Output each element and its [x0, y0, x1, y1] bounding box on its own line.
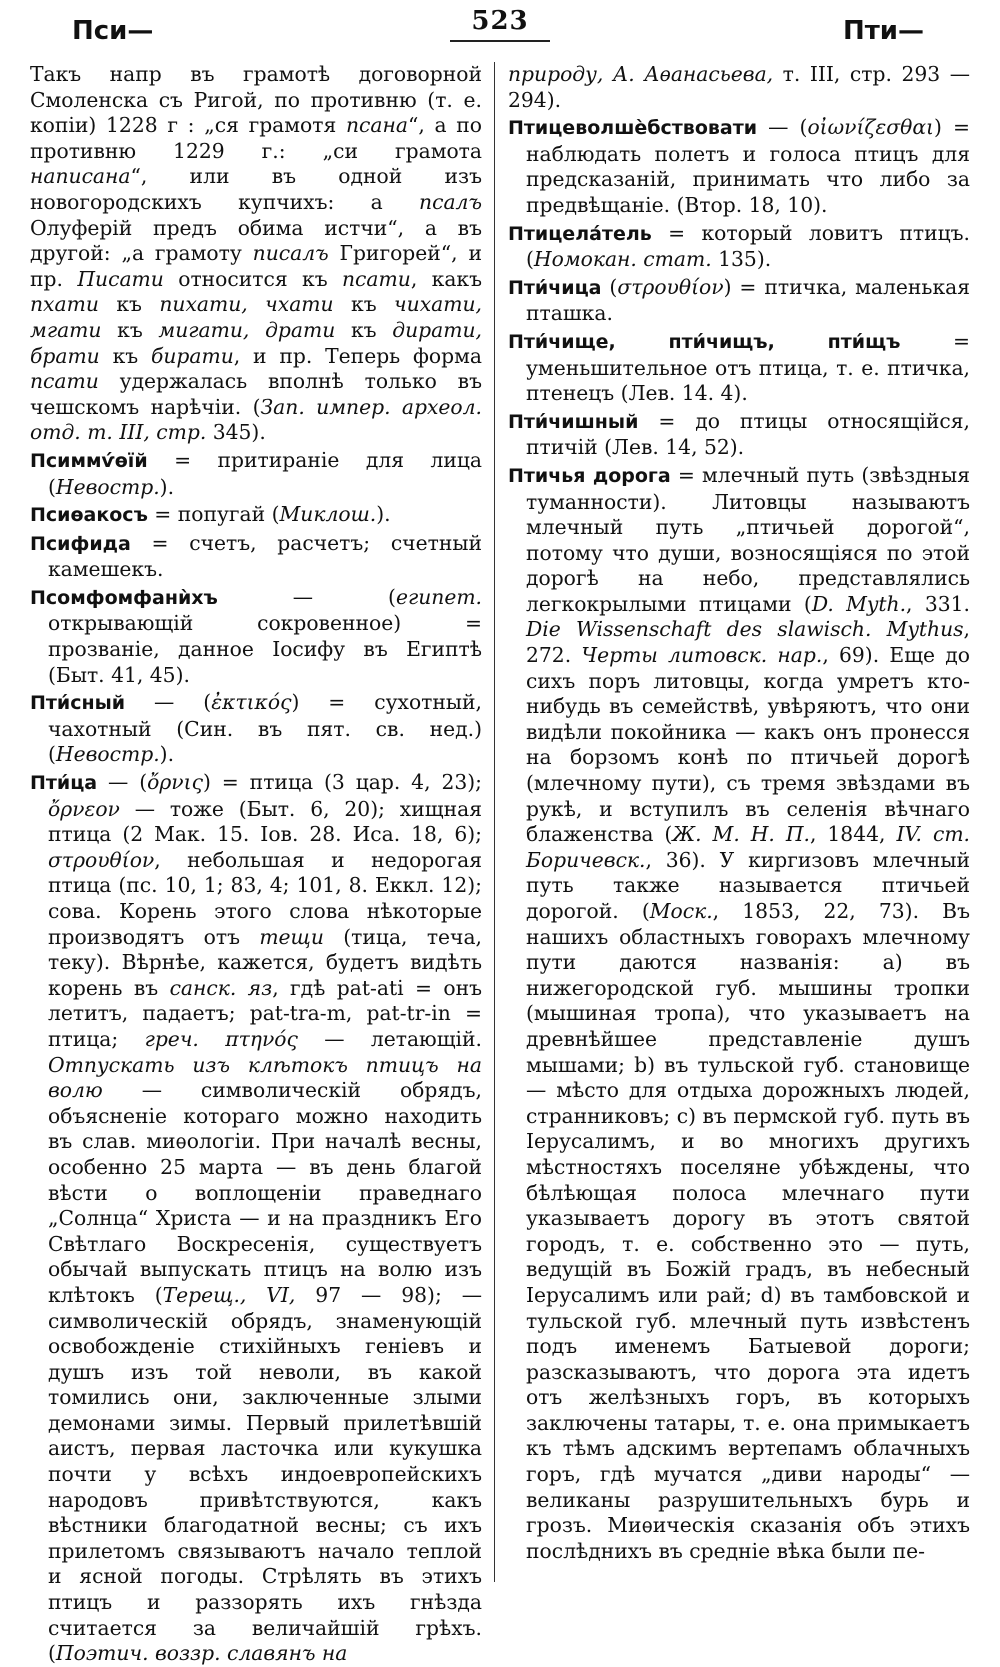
headword: Псиммѵ́ѳїй: [30, 449, 148, 472]
italic-text: санск. яз: [169, 975, 273, 1000]
greek-term: στρουθίον: [617, 274, 724, 299]
headword: Птицеволшѐбствовати: [508, 117, 758, 140]
italic-text: Невостр.: [55, 742, 160, 767]
body-text: 97 — 98); — символическій обрядъ, знаменующій освобожденіе стихійныхъ геніевъ и душъ изъ той неволи, въ какой томились они, заключенные злыми демонами зимы. Первый прилетѣвшій аистъ, первая ласточка или кукушка почти у всѣхъ индоевропейскихъ народовъ привѣтствуются, какъ вѣстники благодатной весны; съ ихъ прилетомъ связываютъ начало теплой и ясной погоды. Стрѣлять въ этихъ птицъ и раззорять ихъ гнѣзда считается за величайшій грѣхъ. (: [48, 1282, 482, 1666]
italic-text: египет.: [395, 584, 482, 609]
body-text: , небольшая и недорогая птица (пс. 10, 1; 83, 4; 101, 8. Еккл. 12); сова. Корень этого слова нѣкоторые производятъ отъ: [48, 847, 482, 949]
italic-text: Поэтич. воззр. славянъ на: [55, 1641, 348, 1666]
body-text: — (: [757, 115, 808, 140]
continued-text: [508, 62, 970, 113]
italic-text: греч.: [144, 1026, 199, 1051]
dictionary-entry: [508, 115, 970, 218]
italic-text: Моск.: [649, 899, 713, 923]
dictionary-entry: [508, 463, 970, 1565]
dictionary-entry: [508, 275, 970, 327]
dictionary-entry: [508, 329, 970, 407]
body-text: Григорей“, и пр.: [30, 241, 482, 291]
greek-term: ἐκτικός: [211, 690, 292, 715]
body-text: — (: [217, 584, 396, 609]
italic-text: псалъ: [419, 189, 482, 214]
italic-text: Невостр.: [55, 474, 160, 499]
headword: Псомфомфанѝхъ: [30, 586, 218, 609]
headword: Пти́сный: [30, 692, 126, 715]
italic-text: написана: [30, 164, 131, 189]
body-text: относится къ: [163, 266, 342, 291]
body-text: , гдѣ pat-ati = онъ летитъ, падаетъ; pat-tra-m, pat-tr-in = птица;: [48, 975, 482, 1051]
body-text: = притираніе для лица (: [48, 447, 482, 499]
body-text: — символическій обрядъ, объясненіе котораго можно находить въ слав. миѳологіи. При началѣ весны, особенно 25 марта — въ день благой вѣсти о воплощеніи праведнаго „Солнца“ Христа — и на праздникъ Его Свѣтлаго Воскресенія, существуетъ обычай выпускать птицъ на волю изъ клѣтокъ (: [48, 1078, 482, 1307]
italic-text: пхати: [30, 292, 99, 317]
body-text: = попугай (: [147, 502, 280, 527]
body-text: = до птицы относящійся, птичій (Лев. 14, 52).: [526, 408, 970, 460]
right-column: [508, 62, 970, 1597]
dictionary-entry: [30, 585, 482, 688]
headword: Пти́ца: [30, 772, 98, 795]
greek-term: στρουθίον: [48, 847, 155, 872]
italic-text: Терещ., VI,: [162, 1282, 296, 1307]
dictionary-entry: [30, 448, 482, 500]
greek-term: ὄρνις: [147, 770, 203, 795]
body-text: , 272.: [526, 617, 970, 668]
left-guide-word: Пси—: [72, 16, 154, 46]
body-text: т. III, стр. 293 — 294).: [508, 62, 970, 112]
headword: Псиѳакосъ: [30, 504, 148, 527]
body-text: Олуферій предъ обима истчи“, а въ другой: „а грамоту: [30, 215, 482, 266]
body-text: къ: [101, 317, 159, 342]
headword: Пти́чище, пти́чищъ, пти́щъ: [508, 330, 901, 353]
headword: Птичья дорога: [508, 464, 671, 487]
dictionary-entry: [508, 409, 970, 461]
body-text: “, или въ одной изъ новогородскихъ купчихъ: а: [30, 164, 482, 214]
right-guide-word: Пти—: [842, 16, 924, 46]
column-divider: [494, 62, 495, 1582]
headword: Псифида: [30, 532, 131, 555]
dictionary-entry: [508, 221, 970, 273]
page-number: 523: [471, 6, 529, 36]
headword: Птицела́тель: [508, 222, 652, 245]
body-text: ) = сухотный, чахотный (Син. въ пят. св. нед.) (: [48, 690, 482, 767]
body-text: “, а по противню 1229 г.: „си грамота: [30, 113, 482, 163]
body-text: — (: [97, 770, 148, 795]
body-text: открывающій сокровенное) = прозваніе, данное Іосифу въ Египтѣ (Быт. 41, 45).: [48, 611, 482, 687]
body-text: къ: [335, 317, 393, 342]
italic-text: псана: [345, 113, 408, 138]
body-text: , и пр. Теперь форма: [233, 343, 482, 368]
body-text: 345).: [206, 420, 266, 445]
dictionary-entry: [30, 690, 482, 768]
body-text: удержалась вполнѣ только въ чешскомъ нарѣчіи. (: [30, 369, 482, 419]
italic-text: чихати, мгати: [30, 292, 482, 342]
body-text: , 1844,: [809, 822, 897, 847]
left-column: [30, 62, 483, 1666]
body-text: , 331.: [906, 591, 970, 616]
body-text: — тоже (Быт. 6, 20); хищная птица (2 Мак. 15. Іов. 28. Иса. 18, 6);: [48, 796, 482, 847]
italic-text: псати: [342, 266, 411, 291]
body-text: — (: [125, 690, 212, 715]
italic-text: Отпускать изъ клѣтокъ птицъ на волю: [48, 1052, 482, 1103]
continued-text: [30, 62, 482, 446]
italic-text: писалъ: [252, 241, 329, 266]
italic-text: псати: [30, 369, 99, 394]
body-text: , 1853, 22, 73). Въ нашихъ областныхъ говорахъ млечному пути даются названія: a) въ нижегородской губ. мышины тропки (мышиная тропа), что указываетъ на древнѣйшее представленіе душъ мышами; b) въ тульской губ. становище — мѣсто для отдыха дорожныхъ людей, странниковъ; c) въ пермской губ. путь въ Іерусалимъ, и во многихъ другихъ мѣстностяхъ поселяне убѣждены, что бѣлѣющая полоса млечнаго пути указываетъ дорогу въ этотъ святой городъ, т. е. собственно это — путь, ведущій въ Божій градъ, въ небесный Іерусалимъ или рай; d) въ тамбовской и тульской губ. млечный путь извѣстенъ подъ именемъ Батыевой дороги; разсказываютъ, что дорога эта идетъ отъ желѣзныхъ горъ, въ которыхъ заключены татары, т. е. она примыкаетъ къ тѣмъ адскимъ вертепамъ облачныхъ горъ, гдѣ мучатся „диви народы“ — великаны разрушительныхъ бурь и грозъ. Миѳическія сказанія объ этихъ послѣднихъ въ средніе вѣка были пе-: [526, 899, 970, 1563]
body-text: къ: [333, 292, 395, 317]
italic-text: D. Myth.: [811, 591, 907, 616]
body-text: , какъ: [410, 266, 482, 291]
headword: Пти́чица: [508, 276, 602, 299]
body-text: ) = наблюдать полетъ и голоса птицъ для предсказаній, принимать что либо за предвѣщаніе. (Втор. 18, 10).: [526, 115, 970, 217]
body-text: ) = птица (3 цар. 4, 23);: [202, 770, 483, 795]
italic-text: Номокан. стат.: [533, 247, 712, 272]
italic-text: мигати, драти: [158, 317, 336, 342]
italic-text: природу, А. Аѳанасьева,: [508, 62, 774, 86]
italic-text: пихати, чхати: [159, 292, 334, 317]
body-text: (: [601, 274, 618, 299]
body-text: ).: [376, 502, 391, 527]
greek-term: ὄρνεον: [48, 796, 120, 821]
body-text: 135).: [711, 247, 772, 272]
body-text: ) = птичка, маленькая пташка.: [526, 274, 971, 326]
italic-text: Die Wissenschaft des slawisch. Mythus: [526, 617, 964, 642]
body-text: = уменьшительное отъ птица, т. е. птичка, птенецъ (Лев. 14. 4).: [526, 328, 970, 406]
italic-text: Ж. М. Н. П.: [672, 822, 810, 847]
italic-text: тещи: [259, 924, 324, 949]
header-rule: [450, 40, 550, 42]
italic-text: Миклош.: [279, 502, 377, 527]
headword: Пти́чишный: [508, 410, 639, 433]
body-text: ).: [159, 742, 175, 767]
italic-text: Черты литовск. нар.: [581, 643, 823, 668]
body-text: , 36). У киргизовъ млечный путь также называется птичьей дорогой. (: [526, 847, 970, 923]
body-text: = счетъ, расчетъ; счетный камешекъ.: [48, 530, 482, 582]
body-text: (тица, теча, теку). Вѣрнѣе, кажется, будетъ видѣть корень въ: [48, 924, 482, 1000]
body-text: = который ловитъ птицъ. (: [526, 220, 970, 272]
italic-text: Зап. импер. археол. отд. т. III, стр.: [30, 394, 482, 445]
dictionary-entry: [30, 502, 482, 529]
body-text: къ: [99, 343, 151, 368]
greek-term: πτηνός: [225, 1026, 298, 1051]
body-text: = млечный путь (звѣздныя туманности). Литовцы называютъ млечный путь „птичьей дорогой“, потому что души, возносящіяся по этой дорогѣ на небо, представлялись легкокрылыми птицами (: [526, 462, 970, 616]
italic-text: Писати: [77, 266, 164, 291]
dictionary-entry: [30, 770, 482, 1667]
body-text: Такъ напр въ грамотѣ договорной Смоленска съ Ригой, по противню (т. е. копіи) 1228 г : „ся грамотя: [30, 62, 482, 138]
italic-text: бирати: [150, 343, 234, 368]
body-text: къ: [98, 292, 160, 317]
body-text: [199, 1027, 225, 1051]
body-text: — летающій.: [297, 1026, 482, 1051]
italic-text: дирати, брати: [30, 317, 482, 368]
body-text: ).: [159, 474, 175, 499]
greek-term: οἰωνίζεσθαι: [807, 115, 934, 140]
dictionary-entry: [30, 531, 482, 583]
italic-text: IV. ст. Боричевск.: [526, 822, 971, 872]
body-text: , 69). Еще до сихъ поръ литовцы, когда умретъ кто-нибудь въ семействѣ, увѣряютъ, что они видѣли покойника — какъ онъ пронесся на борзомъ конѣ по птичьей дорогѣ (млечному пути), съ тремя звѣздами въ рукѣ, и вступилъ въ селенія вѣчнаго блаженства (: [526, 643, 970, 847]
